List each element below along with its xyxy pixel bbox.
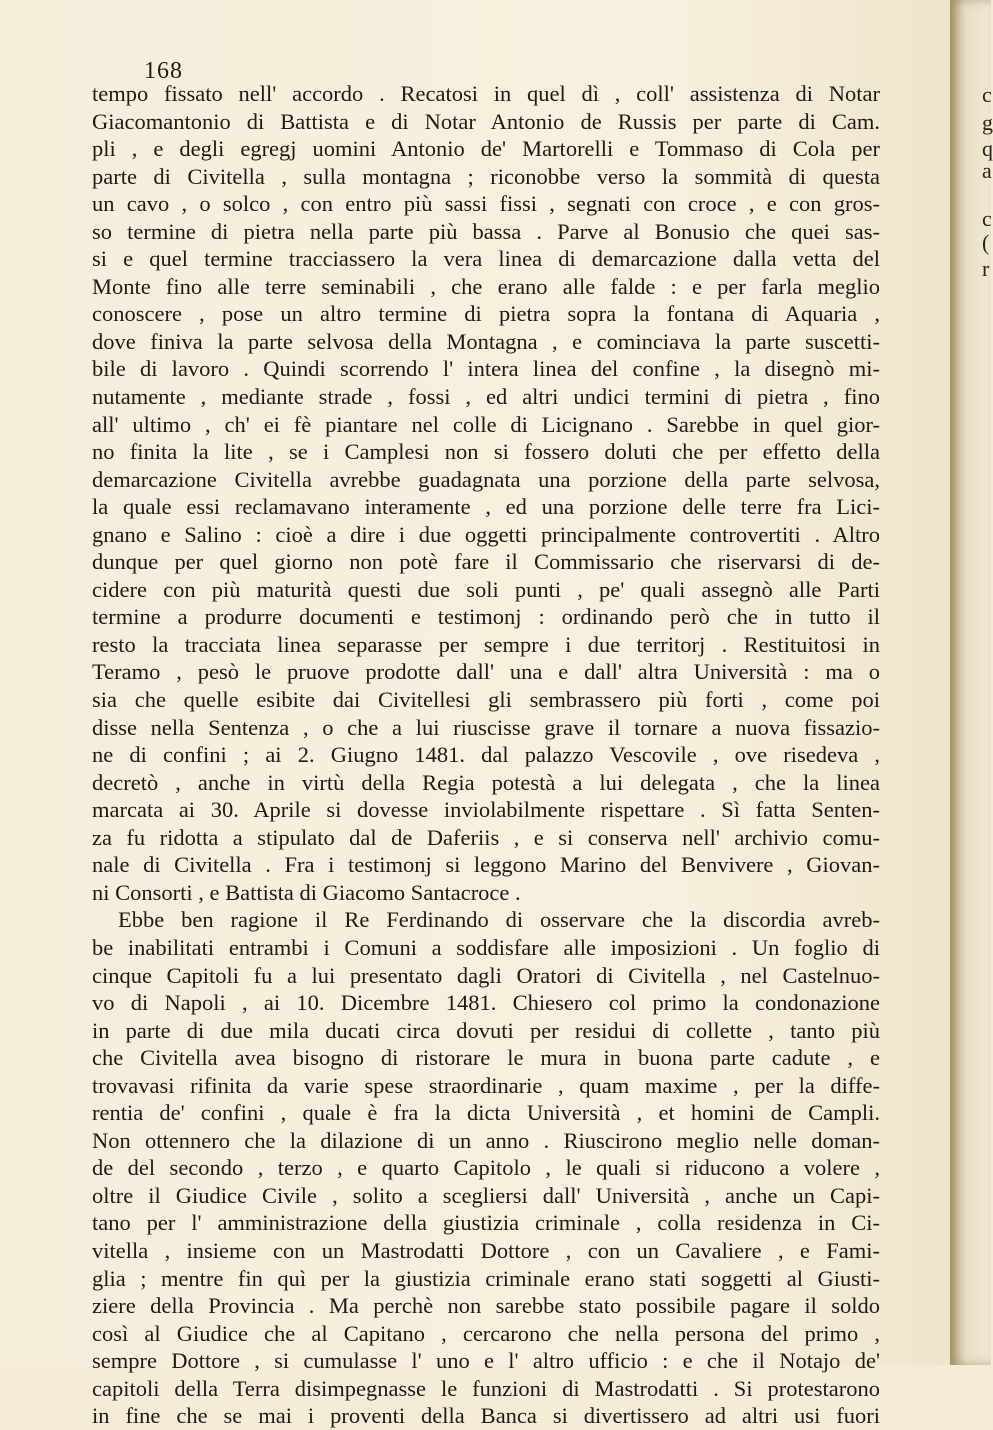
text-line: vitella , insieme con un Mastrodatti Dottore , con un Cavaliere , e Fami- [92, 1237, 880, 1263]
facing-page-fragment: a [982, 158, 992, 183]
text-line: pli , e degli egregj uomini Antonio de' Martorelli e Tommaso di Cola per [92, 136, 880, 162]
text-line: sempre Dottore , si cumulasse l' uno e l' altro ufficio : e che il Notajo de' [92, 1348, 880, 1374]
text-line: rentia de' confini , quale è fra la dicta Università , et homini de Campli. [92, 1100, 880, 1126]
text-line: ziere della Provincia . Ma perchè non sarebbe stato possibile pagare il soldo [92, 1293, 880, 1319]
text-line: trovavasi rifinita da varie spese straordinarie , quam maxime , per la diffe- [92, 1072, 880, 1098]
text-line: glia ; mentre fin quì per la giustizia criminale erano stati soggetti al Giusti- [92, 1265, 880, 1291]
text-line: che Civitella avea bisogno di ristorare le mura in buona parte cadute , e [92, 1045, 880, 1071]
text-line: dunque per quel giorno non potè fare il Commissario che riservarsi di de- [92, 549, 880, 575]
text-line: decretò , anche in virtù della Regia potestà a lui delegata , che la linea [92, 769, 880, 795]
text-line: disse nella Sentenza , o che a lui riuscisse grave il tornare a nuova fissazio- [92, 714, 880, 740]
text-line: so termine di pietra nella parte più bassa . Parve al Bonusio che quei sas- [92, 218, 880, 244]
text-line: vo di Napoli , ai 10. Dicembre 1481. Chiesero col primo la condonazione [92, 990, 880, 1016]
text-line: cidere con più maturità questi due soli punti , pe' quali assegnò alle Parti [92, 576, 880, 602]
text-line: all' ultimo , ch' ei fè piantare nel colle di Licignano . Sarebbe in quel gior- [92, 411, 880, 437]
text-line: termine a produrre documenti e testimonj : ordinando però che in tutto il [92, 604, 880, 630]
facing-page-fragment: q [982, 136, 993, 161]
facing-page-fragment: ( [982, 230, 990, 255]
text-line: in fine che se mai i proventi della Banca si divertissero ad altri usi fuori [92, 1403, 880, 1429]
text-line: ne di confini ; ai 2. Giugno 1481. dal palazzo Vescovile , ove risedeva , [92, 742, 880, 768]
text-line: capitoli della Terra disimpegnasse le funzioni di Mastrodatti . Si protestarono [92, 1375, 880, 1401]
facing-page-fragment: c [982, 82, 992, 107]
text-line: resto la tracciata linea separasse per sempre i due territorj . Restituitosi in [92, 631, 880, 657]
text-line: no finita la lite , se i Camplesi non si fossero doluti che per effetto della [92, 439, 880, 465]
text-line: dove finiva la parte selvosa della Montagna , e cominciava la parte suscetti- [92, 328, 880, 354]
facing-page-fragment: g [982, 110, 993, 135]
text-line: Ebbe ben ragione il Re Ferdinando di osservare che la discordia avreb- [118, 907, 880, 933]
facing-page-fragment: c [982, 206, 992, 231]
text-line: ni Consorti , e Battista di Giacomo Santacroce . [92, 879, 521, 905]
text-line: sia che quelle esibite dai Civitellesi gli sembrassero più forti , come poi [92, 687, 880, 713]
facing-page-edge [950, 0, 991, 1365]
text-line: Teramo , pesò le pruove prodotte dall' una e dall' altra Università : ma o [92, 659, 880, 685]
text-line: Giacomantonio di Battista e di Notar Antonio de Russis per parte di Cam. [92, 108, 880, 134]
text-line: tano per l' amministrazione della giustizia criminale , colla residenza in Ci- [92, 1210, 880, 1236]
text-line: nutamente , mediante strade , fossi , ed altri undici termini di pietra , fino [92, 384, 880, 410]
facing-page-fragment: r [982, 256, 990, 281]
text-line: la quale essi reclamavano interamente , ed una porzione delle terre fra Lici- [92, 494, 880, 520]
text-line: Monte fino alle terre seminabili , che erano alle falde : e per farla meglio [92, 273, 880, 299]
text-line: gnano e Salino : cioè a dire i due oggetti principalmente controvertiti . Altro [92, 521, 880, 547]
text-line: in parte di due mila ducati circa dovuti per residui di collette , tanto più [92, 1017, 880, 1043]
text-line: si e quel termine tracciassero la vera linea di demarcazione dalla vetta del [92, 246, 880, 272]
text-line: oltre il Giudice Civile , solito a scegliersi dall' Università , anche un Capi- [92, 1182, 880, 1208]
text-line: demarcazione Civitella avrebbe guadagnata una porzione della parte selvosa, [92, 466, 880, 492]
text-line: Non ottennero che la dilazione di un anno . Riuscirono meglio nelle doman- [92, 1127, 880, 1153]
page-number: 168 [144, 58, 183, 84]
text-line: tempo fissato nell' accordo . Recatosi in quel dì , coll' assistenza di Notar [92, 81, 880, 106]
text-line: parte di Civitella , sulla montagna ; riconobbe verso la sommità di questa [92, 163, 880, 189]
text-line: nale di Civitella . Fra i testimonj si leggono Marino del Benvivere , Giovan- [92, 852, 880, 878]
text-line: be inabilitati entrambi i Comuni a soddisfare alle imposizioni . Un foglio di [92, 934, 880, 960]
text-line: bile di lavoro . Quindi scorrendo l' intera linea del confine , la disegnò mi- [92, 356, 880, 382]
text-line: un cavo , o solco , con entro più sassi fissi , segnati con croce , e con gros- [92, 191, 880, 217]
text-line: così al Giudice che al Capitano , cercarono che nella persona del primo , [92, 1320, 880, 1346]
text-line: za fu ridotta a stipulato dal de Daferiis , e si conserva nell' archivio comu- [92, 824, 880, 850]
text-line: cinque Capitoli fu a lui presentato dagli Oratori di Civitella , nel Castelnuo- [92, 962, 880, 988]
text-line: conoscere , pose un altro termine di pietra sopra la fontana di Aquaria , [92, 301, 880, 327]
text-line: de del secondo , terzo , e quarto Capitolo , le quali si riducono a volere , [92, 1155, 880, 1181]
text-line: marcata ai 30. Aprile si dovesse inviolabilmente rispettare . Sì fatta Senten- [92, 797, 880, 823]
body-text [92, 80, 880, 1430]
